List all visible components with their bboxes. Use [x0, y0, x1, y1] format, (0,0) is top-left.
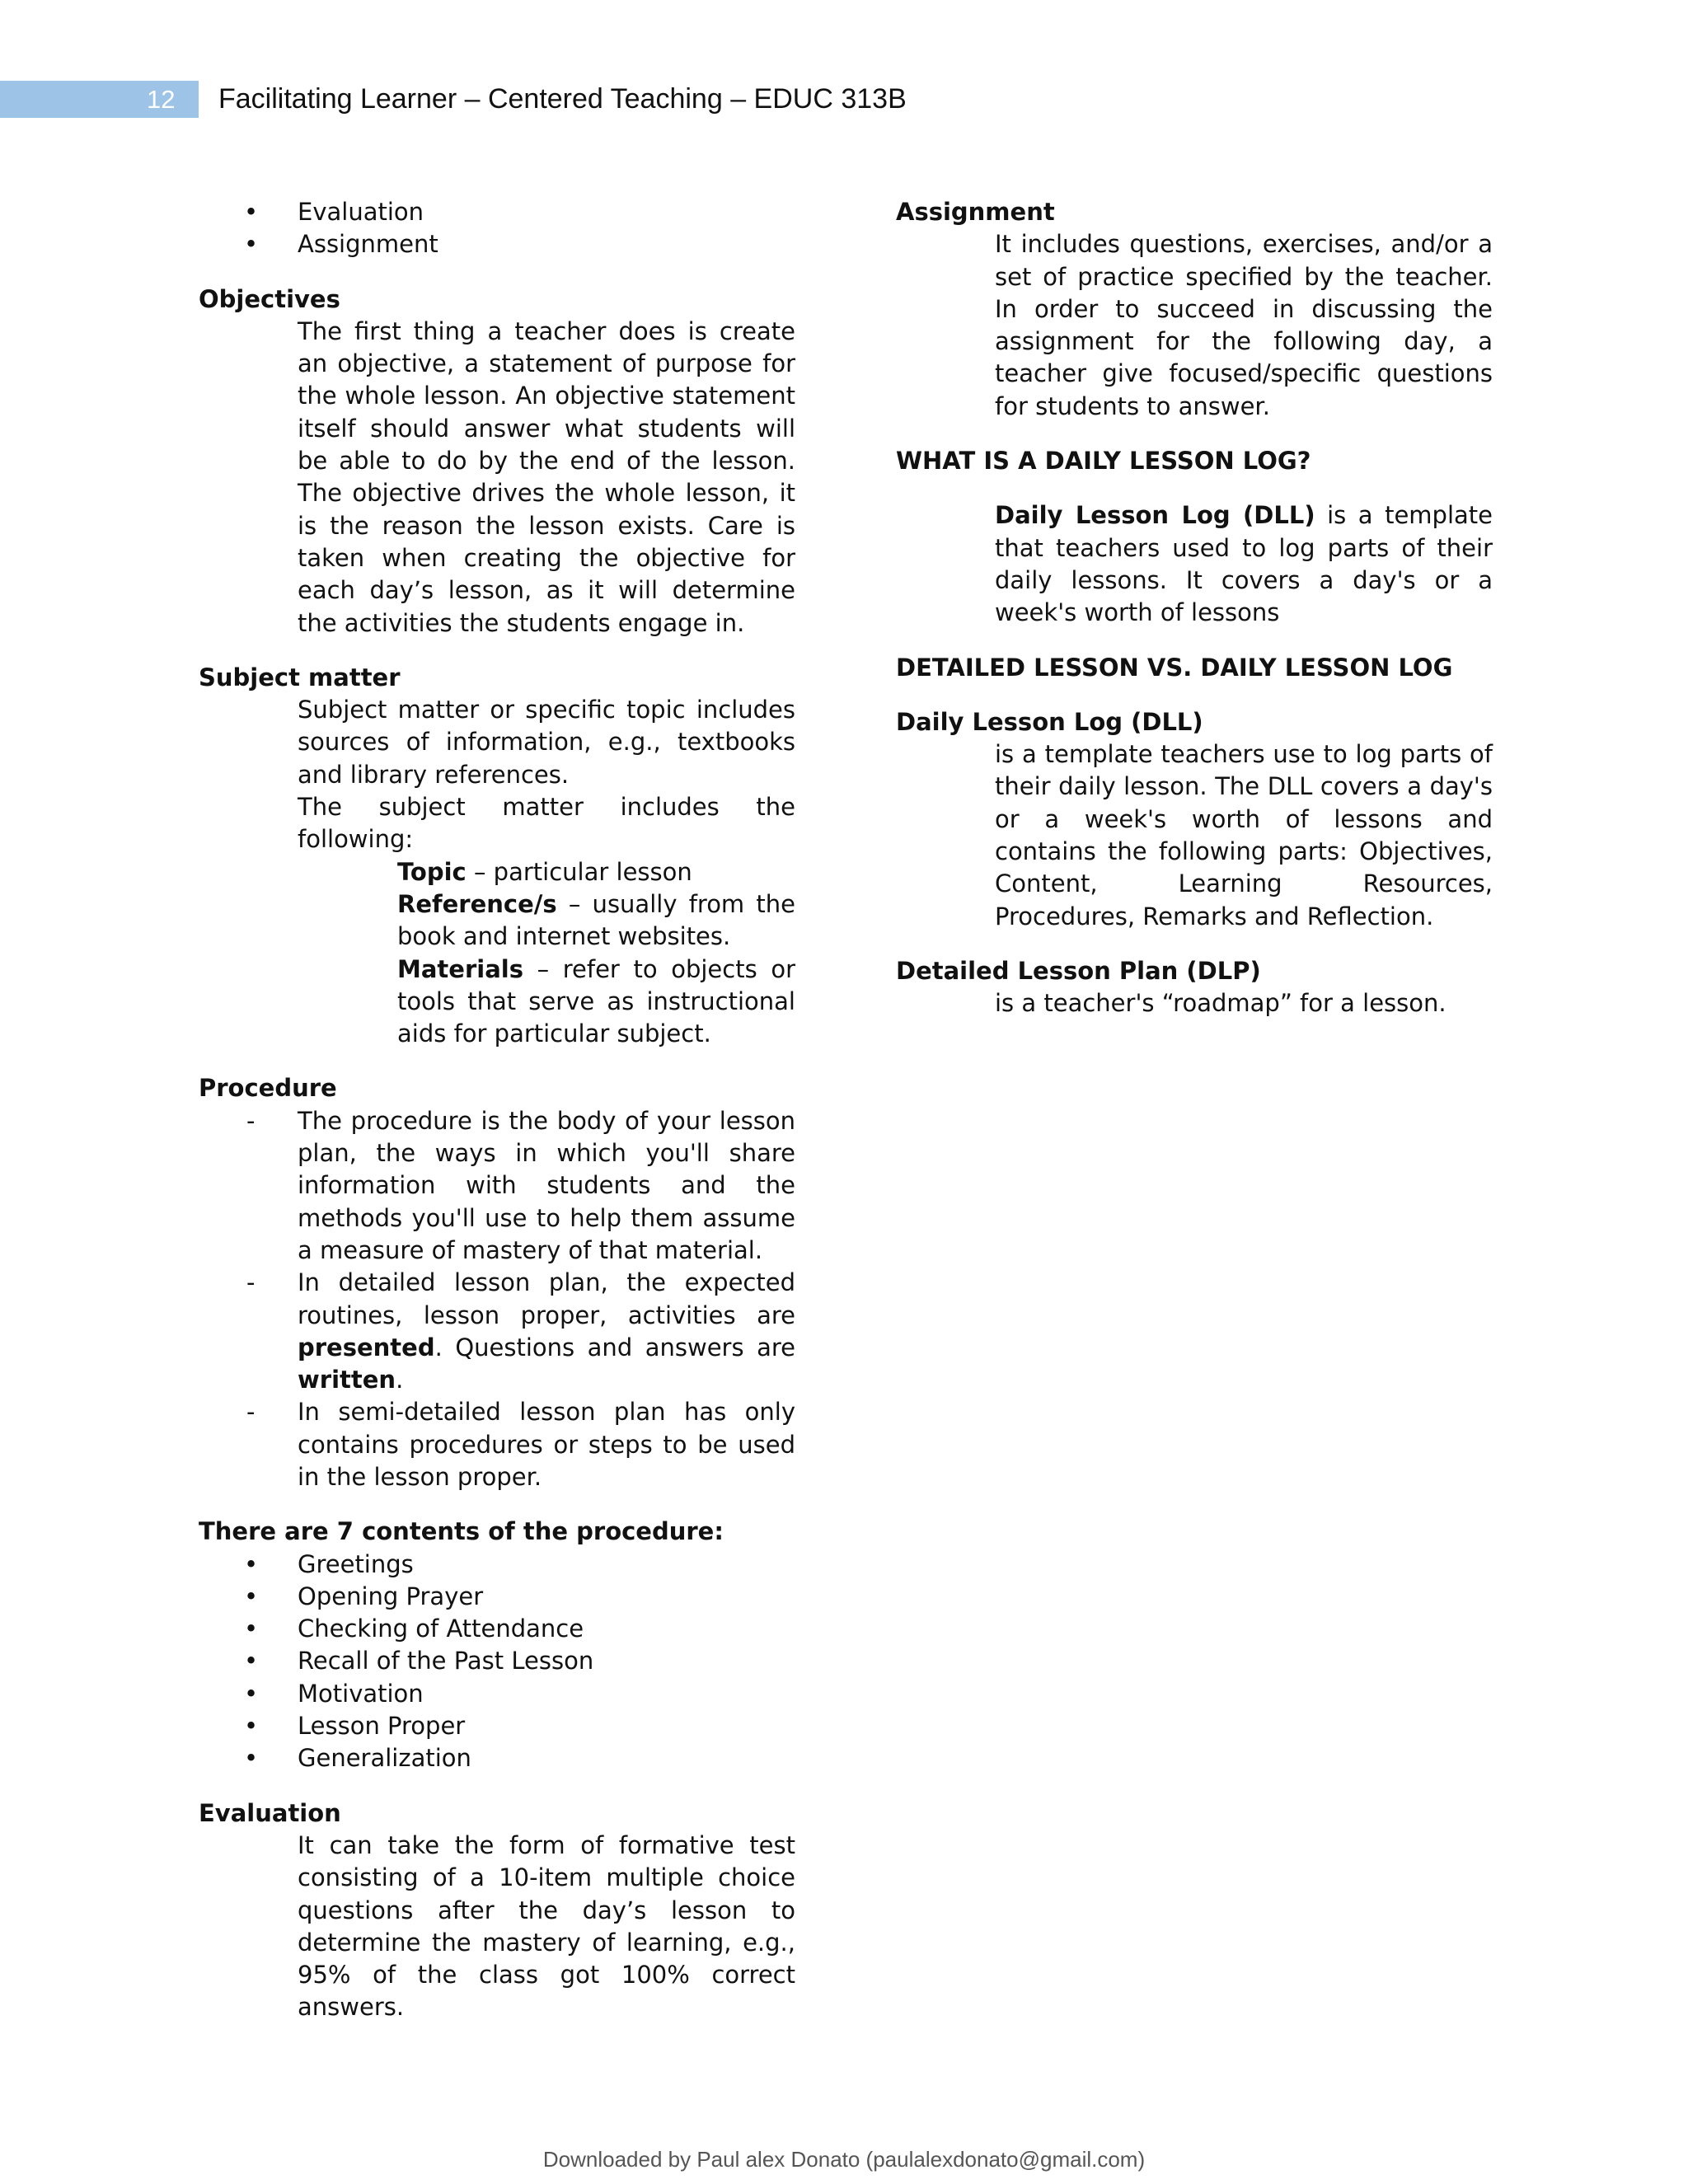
- list-item: • Lesson Proper: [199, 1710, 795, 1742]
- list-item: • Greetings: [199, 1549, 795, 1581]
- list-item: • Opening Prayer: [199, 1581, 795, 1613]
- list-item: • Assignment: [199, 228, 795, 260]
- dash-marker: -: [246, 1268, 256, 1297]
- left-column: [199, 196, 795, 2024]
- bullet-icon: •: [244, 1712, 259, 1741]
- subject-item-references: Reference/s – usually from the book and internet websites.: [397, 889, 795, 951]
- objectives-body: The first thing a teacher does is create an objective, a statement of purpose for the whole lesson. An objective statement itself should answer what students will be able to do by the end of the lesson. The objective drives the whole lesson, it is the reason the lesson exists. Care is taken when creating the objective for each day’s lesson, as it will determine the activities the students engage in.: [298, 316, 795, 637]
- right-column: [896, 196, 1493, 1020]
- list-item: • Generalization: [199, 1742, 795, 1774]
- subject-item-materials: Materials – refer to objects or tools that serve as instructional aids for particular subject.: [397, 954, 795, 1048]
- dlp-heading: Detailed Lesson Plan (DLP): [896, 956, 1261, 985]
- assignment-body: It includes questions, exercises, and/or a set of practice specified by the teacher. In order to succeed in discussing the assignment for the following day, a teacher give focused/specific questions for students to answer.: [995, 230, 1493, 420]
- dll-heading: Daily Lesson Log (DLL): [896, 707, 1203, 736]
- assignment-heading: Assignment: [896, 198, 1055, 226]
- list-item: - The procedure is the body of your lesson plan, the ways in which you'll share information with students and the methods you'll use to help them assume a measure of mastery of that material.: [246, 1106, 795, 1264]
- download-footer: Downloaded by Paul alex Donato (paulalexdonato@gmail.com): [542, 2147, 1146, 2172]
- list-item: • Recall of the Past Lesson: [199, 1645, 795, 1677]
- subject-matter-body: Subject matter or specific topic includes sources of information, e.g., textbooks and library references.: [298, 696, 795, 789]
- procedure-contents-list: [199, 1549, 795, 1775]
- objectives-heading: Objectives: [199, 284, 340, 313]
- dash-marker: -: [246, 1106, 256, 1135]
- bullet-icon: •: [244, 1744, 259, 1773]
- dash-marker: -: [246, 1398, 256, 1427]
- list-item: • Evaluation: [199, 196, 795, 228]
- bullet-icon: •: [244, 1647, 259, 1675]
- bullet-icon: •: [244, 1679, 259, 1708]
- procedure-heading: Procedure: [199, 1074, 337, 1103]
- bullet-icon: •: [244, 1582, 259, 1610]
- bullet-icon: •: [244, 1549, 259, 1578]
- dll-question-heading: WHAT IS A DAILY LESSON LOG?: [896, 447, 1311, 476]
- list-item: • Motivation: [199, 1678, 795, 1710]
- dlp-body: is a teacher's “roadmap” for a lesson.: [995, 989, 1447, 1018]
- list-item: • Checking of Attendance: [199, 1613, 795, 1645]
- list-item: - In semi-detailed lesson plan has only contains procedures or steps to be used in the lesson proper.: [246, 1398, 795, 1491]
- bullet-icon: •: [244, 198, 259, 226]
- page-number: 12: [147, 85, 176, 114]
- subject-matter-heading: Subject matter: [199, 663, 401, 691]
- dll-definition: Daily Lesson Log (DLL) is a template that teachers used to log parts of their daily lessons. It covers a day's or a week's worth of lessons: [995, 501, 1493, 627]
- subject-item-topic: Topic – particular lesson: [397, 857, 692, 886]
- running-header-title: Facilitating Learner – Centered Teaching – EDUC 313B: [218, 83, 907, 115]
- comparison-heading: DETAILED LESSON VS. DAILY LESSON LOG: [896, 653, 1453, 682]
- procedure-contents-heading: There are 7 contents of the procedure:: [199, 1517, 724, 1546]
- bullet-icon: •: [244, 230, 259, 259]
- procedure-list: [199, 1105, 795, 1494]
- top-bullet-list: [199, 196, 795, 261]
- evaluation-heading: Evaluation: [199, 1798, 341, 1827]
- bullet-icon: •: [244, 1615, 259, 1643]
- dll-body: is a template teachers use to log parts of their daily lesson. The DLL covers a day's or a week's worth of lessons and contains the following parts: Objectives, Content, Learning Resources, Procedures, Remarks and Reflection.: [995, 740, 1493, 930]
- subject-matter-intro: The subject matter includes the following:: [298, 793, 795, 854]
- evaluation-body: It can take the form of formative test consisting of a 10-item multiple choice questions after the day’s lesson to determine the mastery of learning, e.g., 95% of the class got 100% correct answers.: [298, 1830, 795, 2022]
- list-item: - In detailed lesson plan, the expected routines, lesson proper, activities are presented. Questions and answers are written.: [246, 1268, 795, 1394]
